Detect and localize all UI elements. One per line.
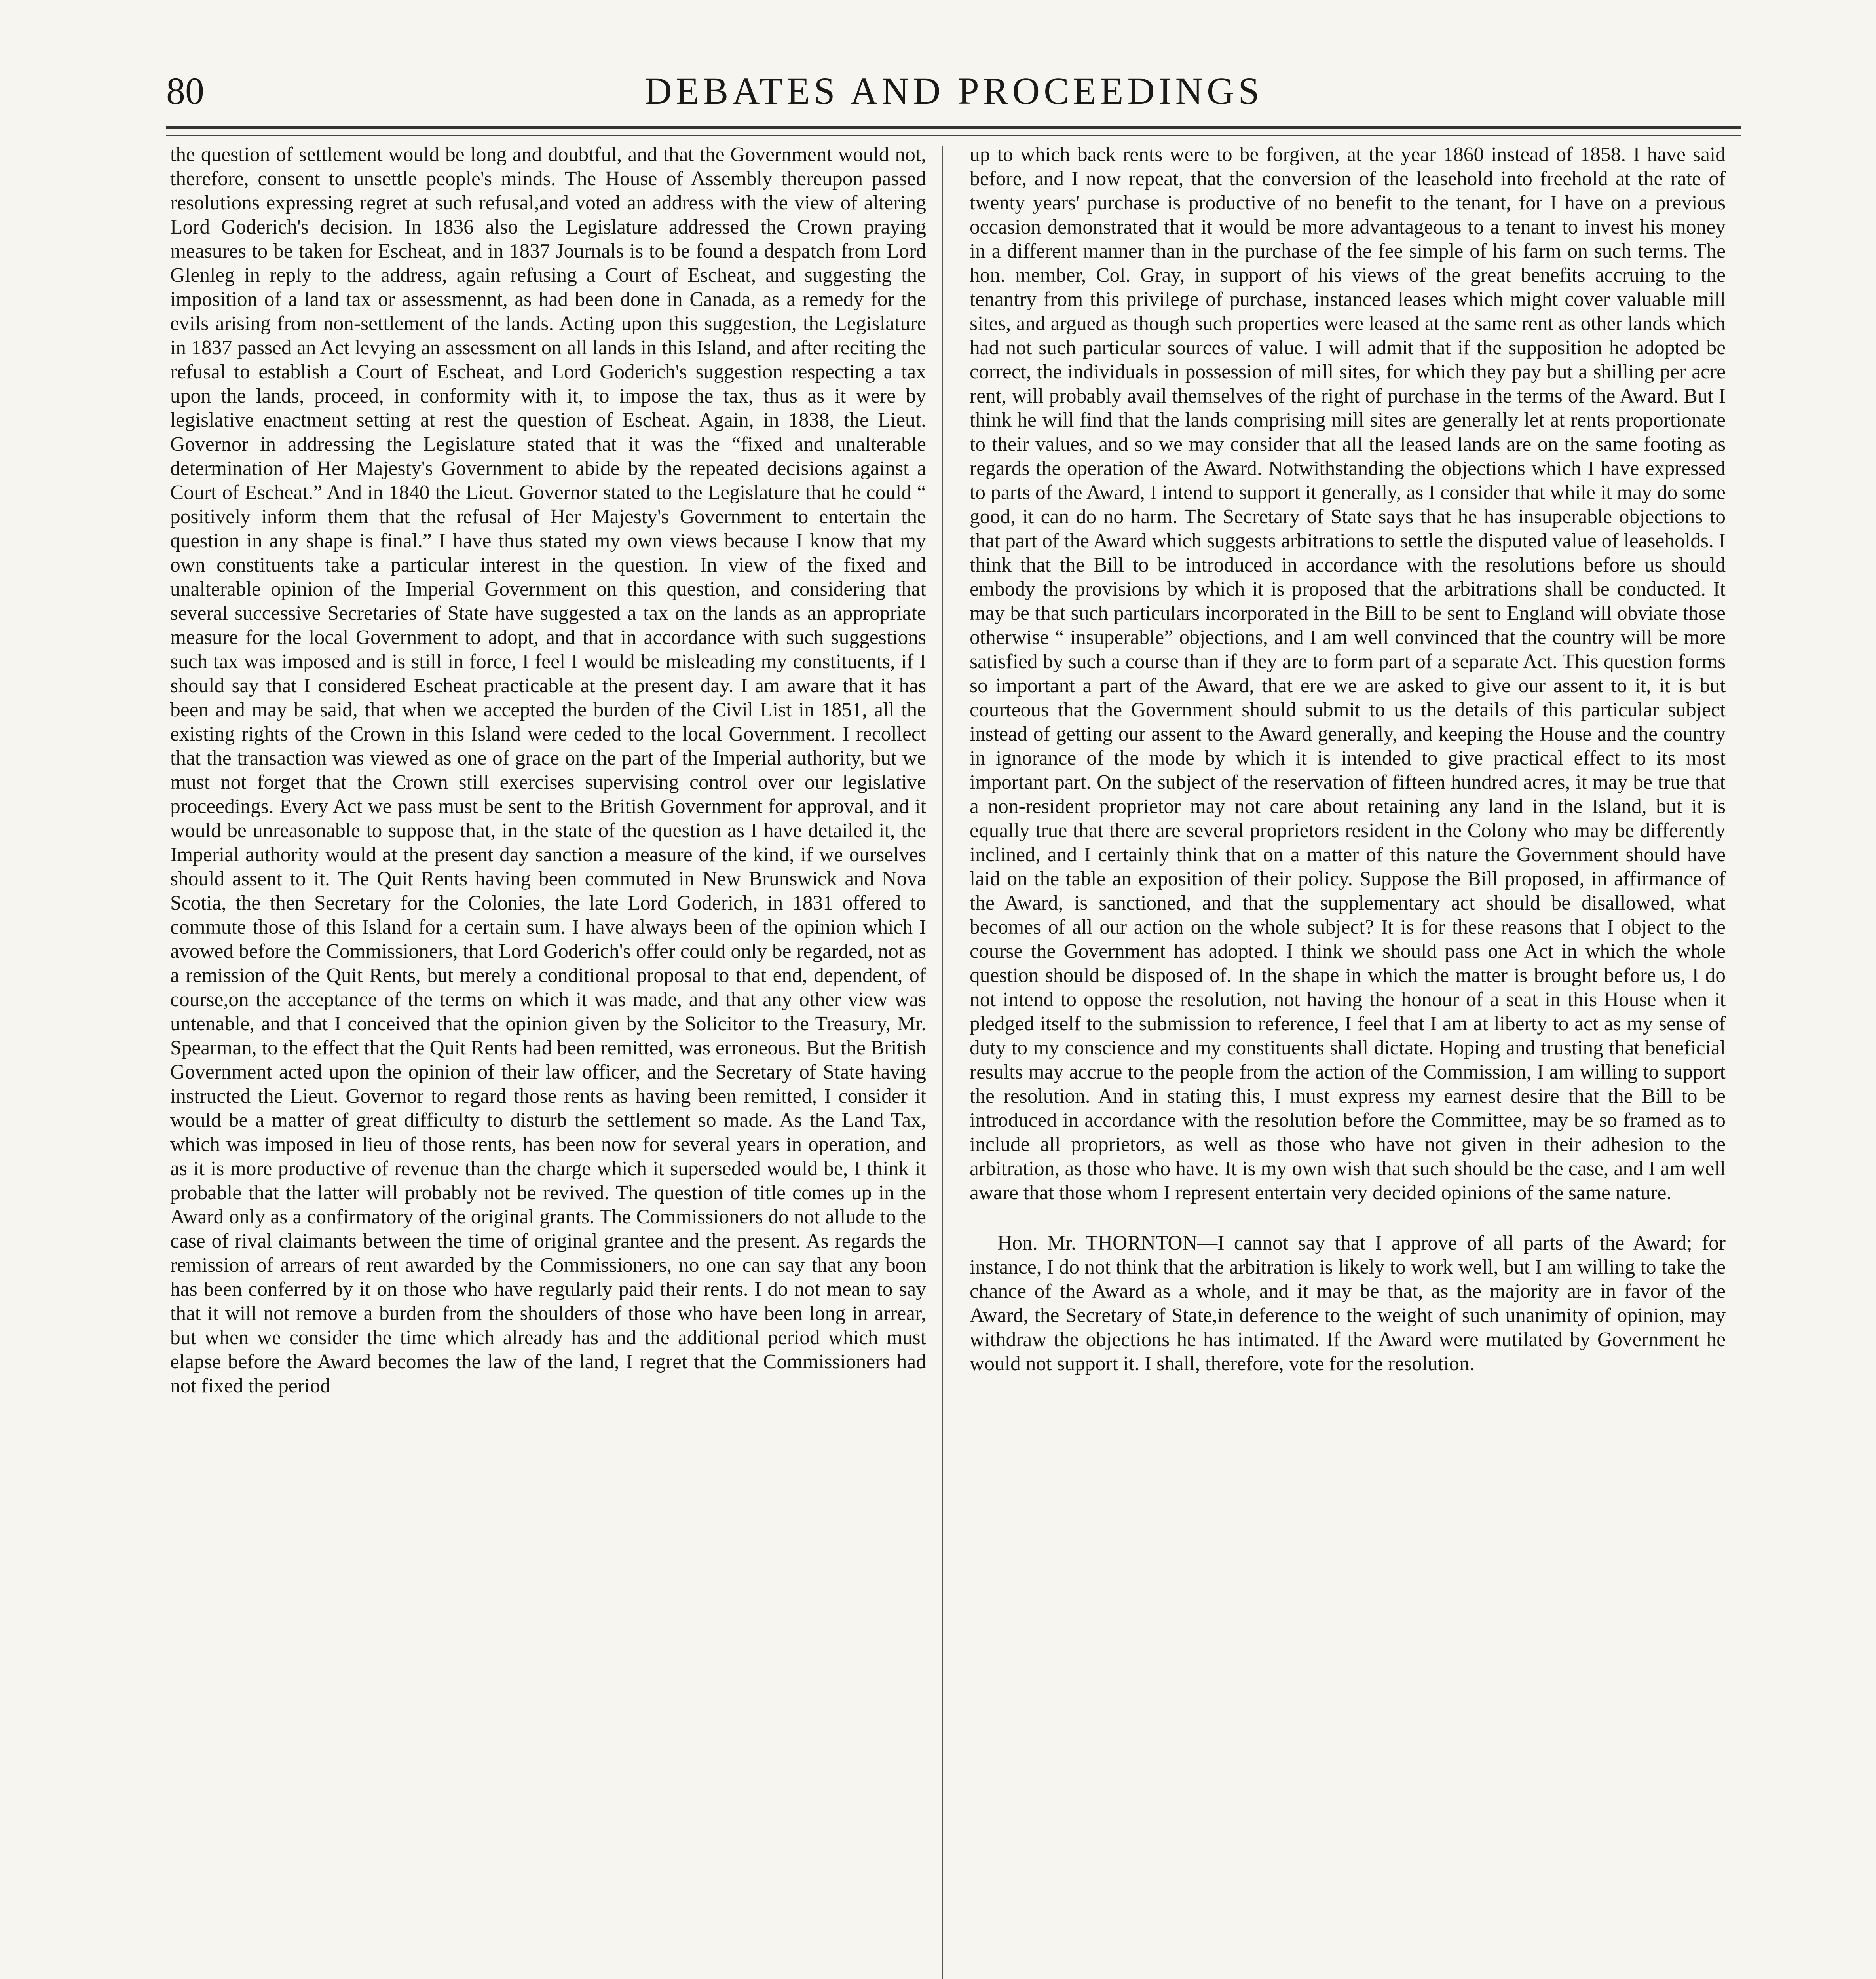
header-rule [166,126,1741,129]
page-number: 80 [166,70,204,112]
left-paragraph: the question of settlement would be long and doubtful, and that the Government would not, therefore, consent to unsettle people's minds. The House of Assembly thereupon passed resolutions expressing regret at such refusal,and voted an address with the view of altering Lord Goderich's decision. In 1836 also the Legislature addressed the Crown praying measures to be taken for Escheat, and in 1837 Journals is to be found a despatch from Lord Glenleg in reply to the address, again refusing a Court of Escheat, and suggesting the imposition of a land tax or assessmennt, as had been done in Canada, as a remedy for the evils arising from non-settlement of the lands. Acting upon this suggestion, the Legislature in 1837 passed an Act levying an assessment on all lands in this Island, and after reciting the refusal to establish a Court of Escheat, and Lord Goderich's suggestion respecting a tax upon the lands, proceed, in conformity with it, to impose the tax, thus as it were by legislative enactment setting at rest the question of Escheat. Again, in 1838, the Lieut. Governor in addressing the Legislature stated that it was the “fixed and unalterable determination of Her Majesty's Government to abide by the repeated decisions against a Court of Escheat.” And in 1840 the Lieut. Governor stated to the Legislature that he could “ positively inform them that the refusal of Her Majesty's Government to entertain the question in any shape is final.” I have thus stated my own views because I know that my own constituents take a particular interest in the question. In view of the fixed and unalterable opinion of the Imperial Government on this question, and considering that several successive Secretaries of State have suggested a tax on the lands as an appropriate measure for the local Government to adopt, and that in accordance with such suggestions such tax was imposed and is still in force, I feel I would be misleading my constituents, if I should say that I considered Escheat practicable at the present day. I am aware that it has been and may be said, that when we accepted the burden of the Civil List in 1851, all the existing rights of the Crown in this Island were ceded to the local Government. I recollect that the transaction was viewed as one of grace on the part of the Imperial authority, but we must not forget that the Crown still exercises supervising control over our legislative proceedings. Every Act we pass must be sent to the British Government for approval, and it would be unreasonable to suppose that, in the state of the question as I have detailed it, the Imperial authority would at the present day sanction a measure of the kind, if we ourselves should assent to it. The Quit Rents having been commuted in New Brunswick and Nova Scotia, the then Secretary for the Colonies, the late Lord Goderich, in 1831 offered to commute those of this Island for a certain sum. I have always been of the opinion which I avowed before the Commissioners, that Lord Goderich's offer could only be regarded, not as a remission of the Quit Rents, but merely a conditional proposal to that end, dependent, of course,on the acceptance of the terms on which it was made, and that any other view was untenable, and that I conceived that the opinion given by the Solicitor to the Treasury, Mr. Spearman, to the effect that the Quit Rents had been remitted, was erroneous. But the British Government acted upon the opinion of their law officer, and the Secretary of State having instructed the Lieut. Governor to regard those rents as having been remitted, I consider it would be a matter of great difficulty to disturb the settlement so made. As the Land Tax, which was imposed in lieu of those rents, has been now for several years in operation, and as it is more productive of revenue than the charge which it superseded would be, I think it probable that the latter will probably not be revived. The question of title comes up in the Award only as a confirmatory of the original grants. The Commissioners do not allude to the case of rival claimants between the time of original grantee and the present. As regards the remission of arrears of rent awarded by the Commissioners, no one can say that any boon has been conferred by it on those who have regularly paid their rents. I do not mean to say that it will not remove a burden from the shoulders of those who have been long in arrear, but when we consider the time which already has and the additional period which must elapse before the Award becomes the law of the land, I regret that the Commissioners had not fixed the period [170,143,926,1397]
right-column [970,142,1726,1376]
left-column [170,142,926,1398]
column-divider [942,146,943,1979]
running-title: DEBATES AND PROCEEDINGS [644,70,1263,112]
right-paragraph: up to which back rents were to be forgiven, at the year 1860 instead of 1858. I have said before, and I now repeat, that the conversion of the leasehold into freehold at the rate of twenty years' purchase is productive of no benefit to the tenant, for I have on a previous occasion demonstrated that it would be more advantageous to a tenant to invest his money in a different manner than in the purchase of the fee simple of his farm on such terms. The hon. member, Col. Gray, in support of his views of the great benefits accruing to the tenantry from this privilege of purchase, instanced leases which might cover valuable mill sites, and argued as though such properties were leased at the same rent as other lands which had not such particular sources of value. I will admit that if the supposition he adopted be correct, the individuals in possession of mill sites, for which they pay but a shilling per acre rent, will probably avail themselves of the right of purchase in the terms of the Award. But I think he will find that the lands comprising mill sites are generally let at rents proportionate to their values, and so we may consider that all the leased lands are on the same footing as regards the operation of the Award. Notwithstanding the objections which I have expressed to parts of the Award, I intend to support it generally, as I consider that while it may do some good, it can do no harm. The Secretary of State says that he has insuperable objections to that part of the Award which suggests arbitrations to settle the disputed value of leaseholds. I think that the Bill to be introduced in accordance with the resolutions before us should embody the provisions by which it is proposed that the arbitrations shall be conducted. It may be that such particulars incorporated in the Bill to be sent to England will obviate those otherwise “ insuperable” objections, and I am well convinced that the country will be more satisfied by such a course than if they are to form part of a separate Act. This question forms so important a part of the Award, that ere we are asked to give our assent to it, it is but courteous that the Government should submit to us the details of this particular subject instead of getting our assent to the Award generally, and keeping the House and the country in ignorance of the mode by which it is intended to give practical effect to its most important part. On the subject of the reservation of fifteen hundred acres, it may be true that a non-resident proprietor may not care about retaining any land in the Island, but it is equally true that there are several proprietors resident in the Colony who may be differently inclined, and I certainly think that on a matter of this nature the Government should have laid on the table an exposition of their policy. Suppose the Bill proposed, in affirmance of the Award, is sanctioned, and that the supplementary act should be disallowed, what becomes of all our action on the whole subject? It is for these reasons that I object to the course the Government has adopted. I think we should pass one Act in which the whole question should be disposed of. In the shape in which the matter is brought before us, I do not intend to oppose the resolution, not having the honour of a seat in this House when it pledged itself to the submission to reference, I feel that I am at liberty to act as my sense of duty to my conscience and my constituents shall dictate. Hoping and trusting that beneficial results may accrue to the people from the action of the Commission, I am willing to support the resolution. And in stating this, I must express my earnest desire that the Bill to be introduced in accordance with the resolution before the Committee, may be so framed as to include all proprietors, as well as those who have not given in their adhesion to the arbitration, as those who have. It is my own wish that such should be the case, and I am well aware that those whom I represent entertain very decided opinions of the same nature. [970,143,1726,1204]
thornton-speech [970,1231,1726,1376]
speaker-name: Hon. Mr. THORNTON [997,1232,1197,1254]
page-header [166,69,1741,117]
header-rule-thin [166,135,1741,136]
speech-text: —I cannot say that I approve of all parts of the Award; for instance, I do not think that the arbitration is likely to work well, but I am willing to take the chance of the Award as a whole, and it may be that, as the majority are in favor of the Award, the Secretary of State,in deference to the weight of such unanimity of opinion, may withdraw the objections he has intimated. If the Award were mutilated by Government he would not support it. I shall, therefore, vote for the resolution. [970,1232,1726,1375]
